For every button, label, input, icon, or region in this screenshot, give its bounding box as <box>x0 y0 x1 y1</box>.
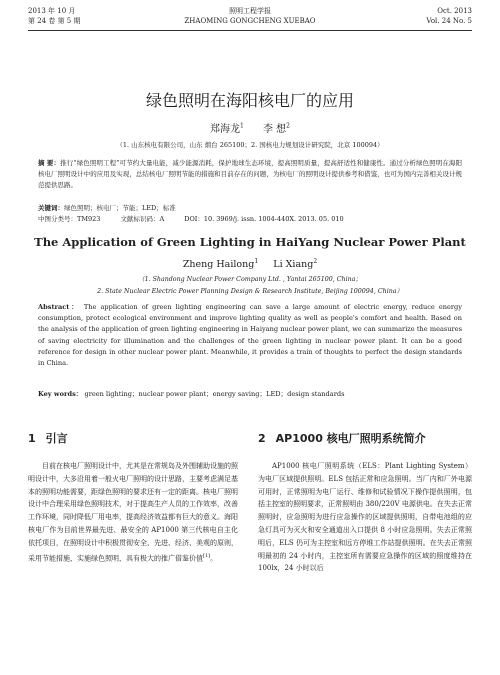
keywords-cn <box>38 203 462 214</box>
author-name: 郑海龙 <box>210 124 241 135</box>
clc-number: 中图分类号：TM923 <box>38 215 101 223</box>
paper-title-cn: 绿色照明在海阳核电厂的应用 <box>145 91 354 110</box>
abstract-cn <box>38 158 462 191</box>
body-column-left <box>28 460 238 565</box>
affiliation-en-2: 2. State Nuclear Electric Power Planning Design & Research Institute, Beijing 100094, China） <box>97 288 403 295</box>
header-date-en: Oct. 2013 <box>437 7 472 15</box>
author-name-en: Zheng Hailong <box>182 259 255 271</box>
section-number: 1 <box>28 432 36 445</box>
header-divider <box>28 30 472 31</box>
section-title: 引言 <box>45 432 68 445</box>
author-affil-mark-en: 2 <box>313 258 318 265</box>
abstract-label-cn: 摘 要： <box>38 159 61 167</box>
header-volume-en: Vol. 24 No. 5 <box>426 17 472 25</box>
section-heading-2 <box>258 430 426 446</box>
document-code: 文献标识码：A <box>120 215 165 223</box>
classification-cn <box>38 214 462 225</box>
author-affil-mark: 2 <box>286 122 290 130</box>
section-number: 2 <box>258 432 266 445</box>
header-volume: 第 24 卷 第 5 期 <box>28 17 81 25</box>
section-title: AP1000 核电厂照明系统简介 <box>275 432 426 445</box>
running-header <box>28 6 472 36</box>
body-column-right <box>258 460 472 575</box>
abstract-text-en: The application of green lighting engineering can save a large amount of electric energy, reduce energy consumption, protect ecological environment and improve lighting quality as well as people's comfort and health. Based on the analysis of the application of green lighting engineering in Haiyang nuclear power plant, we can summarize the measures of saving electricity for illumination and the challenges of the green lighting in nuclear power plant. It can be a good reference for design in other nuclear power plant. Meanwhile, it provides a train of thoughts to perfect the design standards in China. <box>38 303 462 368</box>
authors-cn <box>0 120 500 135</box>
header-issue <box>426 6 472 26</box>
paragraph <box>28 460 238 565</box>
paragraph-text: 目前在核电厂照明设计中，尤其是在常规岛及外围辅助设施的照明设计中，大多沿用着一般火电厂照明的设计思路，主要考虑满足基本的照明功能需要，距绿色照明的要求还有一定的距离。核电厂照明设计中合理采用绿色照明技术，对于提高生产人员的工作效率，改善工作环境，同时降低厂用电率，提高经济效益都有巨大的意义。海阳核电厂作为目前世界最先进、最安全的 AP1000 第三代核电自主化依托项目，在照明设计中积极贯彻安全、先进、经济、美观的原则，采用节能措施，实施绿色照明，具有极大的推广借鉴价值 <box>28 462 238 562</box>
journal-name-pinyin: ZHAOMING GONGCHENG XUEBAO <box>184 17 316 25</box>
keywords-en <box>38 389 462 400</box>
header-journal <box>28 6 472 26</box>
header-date: 2013 年 10 月 <box>28 7 76 15</box>
author-name: 李 想 <box>262 124 287 135</box>
paragraph: AP1000 核电厂照明系统（ELS：Plant Lighting System）为电厂区域提供照明。ELS 包括正常和应急照明。当厂内和厂外电源可用时，正常照明为电厂运行、维修和试验情况下操作提供照明，包括主控室的照明要求，正常照明由 380/220V 电源供电。在失去正常照明时，应急照明为进行应急操作的区域提供照明，自带电池组的应急灯具可为灭火和安全通道出入口提供 8 小时应急照明。失去正常照明后，ELS 仍可为主控室和远方停堆工作站提供照明。在失去正常照明最初的 24 小时内，主控室所有需要应急操作的区域的照度维持在 100lx，24 小时以后 <box>258 462 472 573</box>
abstract-label-en: Abstract： <box>38 303 80 311</box>
citation-link[interactable]: [1] <box>203 552 211 559</box>
affiliation-cn: （1. 山东核电有限公司，山东 烟台 265100；2. 国核电力规划设计研究院，北京 100094） <box>116 141 384 149</box>
journal-name-cn: 照明工程学报 <box>229 7 271 15</box>
abstract-en <box>38 302 462 369</box>
author-affil-mark: 1 <box>240 122 244 130</box>
author-name-en: Li Xiang <box>273 259 314 271</box>
keywords-label-cn: 关键词： <box>38 204 64 212</box>
section-heading-1 <box>28 430 68 446</box>
paragraph-end: 。 <box>210 553 218 562</box>
affiliation-en-1: （1. Shandong Nuclear Power Company Ltd. , Yantai 265100, China； <box>138 276 362 283</box>
authors-en <box>0 258 500 270</box>
abstract-text-cn: 推行“绿色照明工程”可节约大量电能，减少能源消耗，保护地球生态环境，提高照明质量，提高舒适性和健康性。通过分析绿色照明在海阳核电厂照明设计中的应用及实现，总结核电厂照明节能的措施和目前存在的问题，为核电厂的照明设计提供参考和借鉴，也可为国内完善相关设计规范提供思路。 <box>38 159 462 189</box>
author-affil-mark-en: 1 <box>254 258 259 265</box>
keywords-label-en: Key words： <box>38 390 83 398</box>
keywords-text-en: green lighting；nuclear power plant；energy saving；LED；design standards <box>84 390 345 398</box>
paper-title-en: The Application of Green Lighting in HaiYang Nuclear Power Plant <box>34 235 466 249</box>
affiliation-en <box>0 274 500 298</box>
keywords-text-cn: 绿色照明；核电厂；节能；LED；标准 <box>64 204 176 212</box>
doi: DOI：10. 3969/j. issn. 1004-440X. 2013. 05. 010 <box>184 215 344 223</box>
